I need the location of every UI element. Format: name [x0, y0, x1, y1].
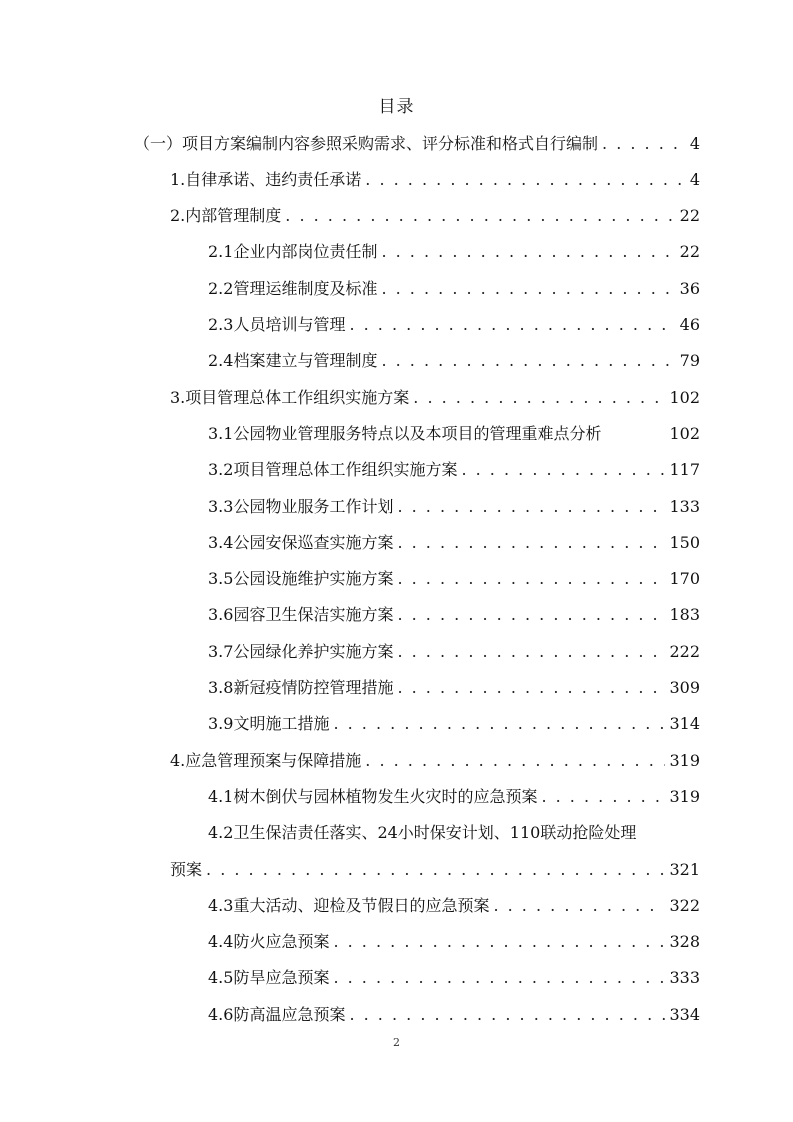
toc-leader-dots [493, 896, 665, 916]
toc-title: 目录 [378, 97, 415, 117]
toc-entry-page: 36 [679, 279, 700, 298]
toc-entry-label: 3.6园容卫生保洁实施方案 [208, 605, 394, 624]
toc-leader-dots [381, 242, 675, 262]
toc-leader-dots [381, 279, 675, 299]
toc-entry-label: 4.6防高温应急预案 [208, 1005, 346, 1024]
toc-entry[interactable] [208, 896, 700, 918]
toc-entry-page: 46 [679, 315, 700, 334]
toc-entry-page: 334 [669, 1005, 700, 1024]
toc-entry[interactable] [170, 206, 700, 228]
toc-entry-label: 2.内部管理制度 [170, 206, 282, 225]
toc-entry-label: 3.3公园物业服务工作计划 [208, 497, 394, 516]
toc-entry[interactable] [208, 932, 700, 954]
toc-entry[interactable] [170, 170, 700, 192]
toc-entry-page: 102 [669, 388, 700, 407]
toc-entry-label: 4.3重大活动、迎检及节假日的应急预案 [208, 896, 490, 915]
toc-entry[interactable] [208, 787, 700, 809]
toc-leader-dots [413, 388, 665, 408]
toc-entry-page: 333 [669, 968, 700, 987]
toc-entry[interactable] [208, 968, 700, 990]
toc-entry-label: 1.自律承诺、违约责任承诺 [170, 170, 362, 189]
toc-leader-dots [397, 642, 665, 662]
toc-entry-page: 319 [669, 787, 700, 806]
toc-entry-label: 3.7公园绿化养护实施方案 [208, 642, 394, 661]
toc-leader-dots [541, 787, 665, 807]
toc-entry-label: 3.1公园物业管理服务特点以及本项目的管理重难点分析 [208, 424, 602, 443]
toc-entry-page: 79 [679, 351, 700, 370]
toc-entry-label: 2.4档案建立与管理制度 [208, 351, 378, 370]
toc-entry-label: 3.8新冠疫情防控管理措施 [208, 678, 394, 697]
toc-leader-dots [397, 569, 665, 589]
toc-entry[interactable] [208, 823, 636, 843]
toc-entry-page: 4 [689, 134, 700, 153]
toc-entry[interactable] [208, 1005, 700, 1027]
toc-entry-label: 4.5防旱应急预案 [208, 968, 330, 987]
toc-entry-label: 3.项目管理总体工作组织实施方案 [170, 388, 410, 407]
toc-leader-dots [333, 932, 665, 952]
toc-entry[interactable] [208, 279, 700, 301]
toc-leader-dots [333, 968, 665, 988]
toc-entry-page: 4 [689, 170, 700, 189]
page-number: 2 [393, 1036, 400, 1049]
toc-leader-dots [206, 860, 665, 880]
toc-entry-label: 4.4防火应急预案 [208, 932, 330, 951]
toc-entry-label: 2.3人员培训与管理 [208, 315, 346, 334]
toc-entry-label: 3.2项目管理总体工作组织实施方案 [208, 460, 458, 479]
toc-leader-dots [381, 351, 675, 371]
toc-leader-dots [397, 533, 665, 553]
toc-entry-page: 133 [669, 497, 700, 516]
toc-entry[interactable] [134, 134, 700, 156]
toc-entry[interactable] [170, 751, 700, 773]
toc-entry[interactable] [208, 569, 700, 591]
toc-entry-label: 3.5公园设施维护实施方案 [208, 569, 394, 588]
toc-entry-label: （一）项目方案编制内容参照采购需求、评分标准和格式自行编制 [134, 134, 599, 153]
toc-leader-dots [461, 460, 665, 480]
toc-entry[interactable] [208, 315, 700, 337]
toc-leader-dots [349, 1005, 665, 1025]
toc-entry[interactable] [208, 351, 700, 373]
toc-entry-page: 322 [669, 896, 700, 915]
toc-entry-label: 4.2卫生保洁责任落实、24小时保安计划、110联动抢险处理 [208, 823, 637, 842]
toc-entry[interactable] [208, 460, 700, 482]
toc-entry-page: 309 [669, 678, 700, 697]
toc-entry[interactable] [208, 242, 700, 264]
toc-entry[interactable] [170, 388, 700, 410]
toc-leader-dots [365, 751, 665, 771]
toc-entry-page: 117 [669, 460, 700, 479]
toc-entry-page: 314 [669, 714, 700, 733]
toc-entry-page: 22 [679, 206, 700, 225]
toc-entry[interactable] [208, 497, 700, 519]
toc-entry-label: 4.1树木倒伏与园林植物发生火灾时的应急预案 [208, 787, 538, 806]
toc-entry-page: 170 [669, 569, 700, 588]
toc-leader-dots [397, 497, 665, 517]
toc-entry-page: 321 [669, 860, 700, 879]
toc-leader-dots [397, 605, 665, 625]
toc-entry-page: 319 [669, 751, 700, 770]
toc-entry-page: 22 [679, 242, 700, 261]
toc-entry[interactable] [208, 642, 700, 664]
toc-entry-label: 4.应急管理预案与保障措施 [170, 751, 362, 770]
toc-entry-page: 183 [669, 605, 700, 624]
toc-entry[interactable] [208, 678, 700, 700]
toc-entry[interactable] [208, 605, 700, 627]
toc-leader-dots [333, 714, 665, 734]
toc-entry-page: 150 [669, 533, 700, 552]
toc-entry-page: 102 [669, 424, 700, 443]
toc-leader-dots [602, 134, 686, 154]
toc-entry[interactable] [208, 714, 700, 736]
toc-entry[interactable] [208, 424, 700, 446]
toc-entry-page: 328 [669, 932, 700, 951]
toc-entry-label: 2.2管理运维制度及标准 [208, 279, 378, 298]
toc-leader-dots [397, 678, 665, 698]
toc-entry-page: 222 [669, 642, 700, 661]
toc-entry-label: 2.1企业内部岗位责任制 [208, 242, 378, 261]
toc-entry-continuation[interactable] [170, 860, 700, 882]
toc-entry-label: 3.9文明施工措施 [208, 714, 330, 733]
toc-entry-label: 3.4公园安保巡查实施方案 [208, 533, 394, 552]
toc-leader-dots [285, 206, 675, 226]
toc-leader-dots [365, 170, 686, 190]
toc-leader-dots [349, 315, 675, 335]
toc-entry-label: 预案 [170, 860, 203, 879]
toc-entry[interactable] [208, 533, 700, 555]
